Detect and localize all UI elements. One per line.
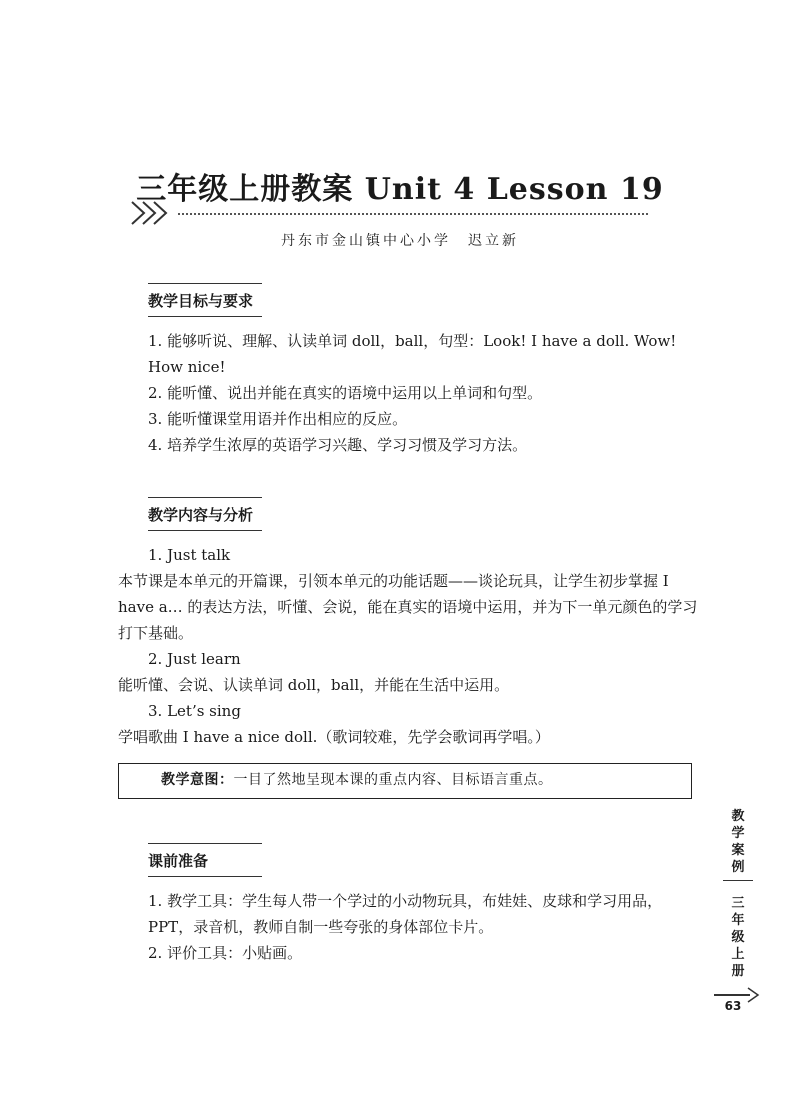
chevron-right-icon	[130, 200, 176, 226]
content-text-talk: 本节课是本单元的开篇课，引领本单元的功能话题——谈论玩具，让学生初步掌握 I have a… 的表达方法，听懂、会说，能在真实的语境中运用，并为下一单元颜色的学习打下基础。	[118, 572, 698, 642]
prep-body	[118, 888, 698, 966]
content-subtitle-talk: 1. Just talk	[148, 546, 231, 564]
content-text-learn: 能听懂、会说、认读单词 doll，ball，并能在生活中运用。	[118, 676, 510, 694]
list-item: 2. 能听懂、说出并能在真实的语境中运用以上单词和句型。	[148, 384, 543, 402]
sidebar-char: 教	[731, 809, 745, 824]
intent-text: 一目了然地呈现本课的重点内容、目标语言重点。	[233, 772, 553, 788]
sidebar-divider	[723, 880, 753, 881]
sidebar-char: 学	[731, 826, 745, 841]
list-item: 1. 能够听说、理解、认读单词 doll，ball，句型：Look! I have a doll. Wow! How nice!	[148, 332, 677, 376]
sidebar-char: 册	[731, 964, 745, 979]
author-line: 丹东市金山镇中心小学 迟立新	[281, 233, 519, 249]
objectives-list	[118, 328, 698, 458]
sidebar-char: 例	[731, 860, 745, 875]
section-heading-content: 教学内容与分析	[148, 497, 262, 531]
list-item: 4. 培养学生浓厚的英语学习兴趣、学习习惯及学习方法。	[148, 436, 528, 454]
list-item: 1. 教学工具：学生每人带一个学过的小动物玩具，布娃娃、皮球和学习用品，PPT，录音机，教师自制一些夸张的身体部位卡片。	[148, 892, 663, 936]
sidebar-char: 案	[731, 843, 745, 858]
intent-label: 教学意图：	[161, 772, 234, 788]
teaching-intent-box	[118, 763, 692, 799]
sidebar-char: 年	[731, 913, 745, 928]
title-divider	[178, 213, 648, 215]
content-text-sing: 学唱歌曲 I have a nice doll.（歌词较难，先学会歌词再学唱。）	[118, 728, 550, 746]
section-heading-objectives: 教学目标与要求	[148, 283, 262, 317]
sidebar-category	[726, 808, 750, 876]
sidebar-char: 三	[731, 896, 745, 911]
content-subtitle-sing: 3. Let’s sing	[148, 702, 241, 720]
list-item: 2. 评价工具：小贴画。	[148, 944, 303, 962]
sidebar-char: 级	[731, 930, 745, 945]
list-item: 3. 能听懂课堂用语并作出相应的反应。	[148, 410, 408, 428]
sidebar-grade	[726, 895, 750, 980]
content-subtitle-learn: 2. Just learn	[148, 650, 241, 668]
section-heading-prep: 课前准备	[148, 843, 262, 877]
content-body	[118, 542, 698, 750]
page-number: 63	[724, 999, 742, 1013]
sidebar-char: 上	[731, 947, 745, 962]
page-title: 三年级上册教案 Unit 4 Lesson 19	[136, 172, 664, 207]
